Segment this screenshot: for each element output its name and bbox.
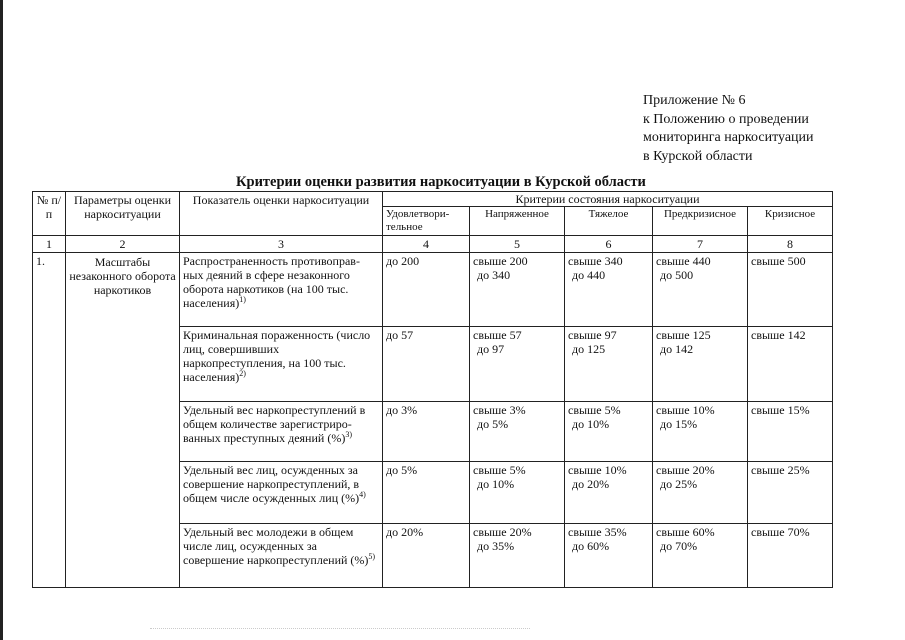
criteria-cell xyxy=(565,524,653,588)
value-line: до 70% xyxy=(660,539,698,553)
criteria-cell xyxy=(748,524,833,588)
parameter-cell: Масштабы незаконного оборота наркотиков xyxy=(66,253,180,588)
value-line: свыше 10% xyxy=(656,403,715,417)
value-line: до 97 xyxy=(477,342,505,356)
value-line: свыше 20% xyxy=(473,525,532,539)
header-level: Тяжелое xyxy=(565,207,653,236)
criteria-table xyxy=(32,191,833,588)
column-number: 4 xyxy=(383,236,470,253)
appendix-line: к Положению о проведении xyxy=(643,111,809,127)
criteria-cell xyxy=(565,462,653,524)
header-level: Напряженное xyxy=(470,207,565,236)
criteria-cell xyxy=(653,524,748,588)
indicator-cell xyxy=(180,462,383,524)
criteria-cell xyxy=(383,524,470,588)
criteria-cell xyxy=(383,253,470,327)
value-line: свыше 125 xyxy=(656,328,711,342)
criteria-cell xyxy=(748,402,833,462)
value-line: свыше 20% xyxy=(656,463,715,477)
value-line: свыше 10% xyxy=(568,463,627,477)
value-line: до 200 xyxy=(386,254,420,268)
value-line: до 20% xyxy=(572,477,610,491)
footnote-mark: 3) xyxy=(345,430,352,439)
value-line: до 440 xyxy=(572,268,606,282)
value-line: свыше 5% xyxy=(473,463,526,477)
footnote-mark: 4) xyxy=(359,490,366,499)
indicator-text: Распространенность противоправ-ных деяний в сфере незаконного оборота наркотиков (на 100 тыс. населения) xyxy=(183,254,360,310)
header-level: Кризисное xyxy=(748,207,833,236)
column-number-row xyxy=(33,236,833,253)
value-line: свыше 500 xyxy=(751,254,806,268)
row-number: 1. xyxy=(33,253,66,588)
header-criteria: Критерии состояния наркоситуации xyxy=(383,192,833,207)
criteria-cell xyxy=(748,327,833,402)
header-level: Удовлетвори-тельное xyxy=(383,207,470,236)
criteria-cell xyxy=(748,253,833,327)
indicator-cell xyxy=(180,253,383,327)
criteria-cell xyxy=(383,327,470,402)
criteria-cell xyxy=(565,402,653,462)
criteria-cell xyxy=(383,462,470,524)
column-number: 2 xyxy=(66,236,180,253)
document-title: Критерии оценки развития наркоситуации в Курской области xyxy=(236,174,646,190)
footnote-mark: 1) xyxy=(239,295,246,304)
value-line: до 340 xyxy=(477,268,511,282)
header-indicator: Показатель оценки наркоситуации xyxy=(180,192,383,236)
value-line: свыше 25% xyxy=(751,463,810,477)
indicator-text: Удельный вес наркопреступлений в общем количестве зарегистриро-ванных преступных деяний (%) xyxy=(183,403,366,445)
value-line: свыше 5% xyxy=(568,403,621,417)
indicator-text: Криминальная пораженность (число лиц, совершивших наркопреступления, на 100 тыс. населения) xyxy=(183,328,371,384)
indicator-cell xyxy=(180,327,383,402)
value-line: свыше 200 xyxy=(473,254,528,268)
criteria-cell xyxy=(653,253,748,327)
indicator-text: Удельный вес молодежи в общем числе лиц, осужденных за совершение наркопреступлений (%) xyxy=(183,525,369,567)
criteria-cell xyxy=(470,327,565,402)
value-line: до 5% xyxy=(477,417,509,431)
criteria-cell xyxy=(470,402,565,462)
column-number: 3 xyxy=(180,236,383,253)
indicator-text: Удельный вес лиц, осужденных за совершение наркопреступлений, в общем числе осужденных лиц (%) xyxy=(183,463,360,505)
footnote-mark: 5) xyxy=(368,552,376,561)
value-line: свыше 60% xyxy=(656,525,715,539)
criteria-cell xyxy=(653,327,748,402)
value-line: до 25% xyxy=(660,477,698,491)
criteria-cell xyxy=(470,462,565,524)
criteria-cell xyxy=(470,253,565,327)
criteria-cell xyxy=(383,402,470,462)
header-params: Параметры оценки наркоситуации xyxy=(66,192,180,236)
appendix-line: в Курской области xyxy=(643,148,753,164)
value-line: до 142 xyxy=(660,342,694,356)
appendix-header xyxy=(643,92,814,166)
criteria-cell xyxy=(565,327,653,402)
value-line: до 10% xyxy=(572,417,610,431)
column-number: 8 xyxy=(748,236,833,253)
criteria-cell xyxy=(748,462,833,524)
header-level: Предкризисное xyxy=(653,207,748,236)
value-line: до 5% xyxy=(386,463,418,477)
value-line: до 15% xyxy=(660,417,698,431)
header-num: № п/п xyxy=(33,192,66,236)
column-number: 6 xyxy=(565,236,653,253)
value-line: свыше 142 xyxy=(751,328,806,342)
value-line: свыше 35% xyxy=(568,525,627,539)
criteria-cell xyxy=(470,524,565,588)
criteria-cell xyxy=(653,402,748,462)
value-line: до 57 xyxy=(386,328,414,342)
scan-artifact-line xyxy=(150,628,530,635)
scan-left-edge xyxy=(0,0,3,640)
footnote-mark: 2) xyxy=(239,369,246,378)
value-line: до 10% xyxy=(477,477,515,491)
value-line: свыше 57 xyxy=(473,328,522,342)
column-number: 1 xyxy=(33,236,66,253)
value-line: до 125 xyxy=(572,342,606,356)
value-line: до 35% xyxy=(477,539,515,553)
appendix-line: мониторинга наркоситуации xyxy=(643,130,814,145)
column-number: 7 xyxy=(653,236,748,253)
value-line: до 3% xyxy=(386,403,418,417)
criteria-cell xyxy=(653,462,748,524)
indicator-cell xyxy=(180,402,383,462)
value-line: свыше 340 xyxy=(568,254,623,268)
indicator-cell xyxy=(180,524,383,588)
value-line: свыше 15% xyxy=(751,403,810,417)
table-row xyxy=(33,253,833,327)
value-line: до 500 xyxy=(660,268,694,282)
appendix-line: Приложение № 6 xyxy=(643,93,746,108)
value-line: до 20% xyxy=(386,525,424,539)
value-line: свыше 70% xyxy=(751,525,810,539)
value-line: свыше 3% xyxy=(473,403,526,417)
column-number: 5 xyxy=(470,236,565,253)
value-line: свыше 440 xyxy=(656,254,711,268)
criteria-cell xyxy=(565,253,653,327)
value-line: свыше 97 xyxy=(568,328,617,342)
value-line: до 60% xyxy=(572,539,610,553)
